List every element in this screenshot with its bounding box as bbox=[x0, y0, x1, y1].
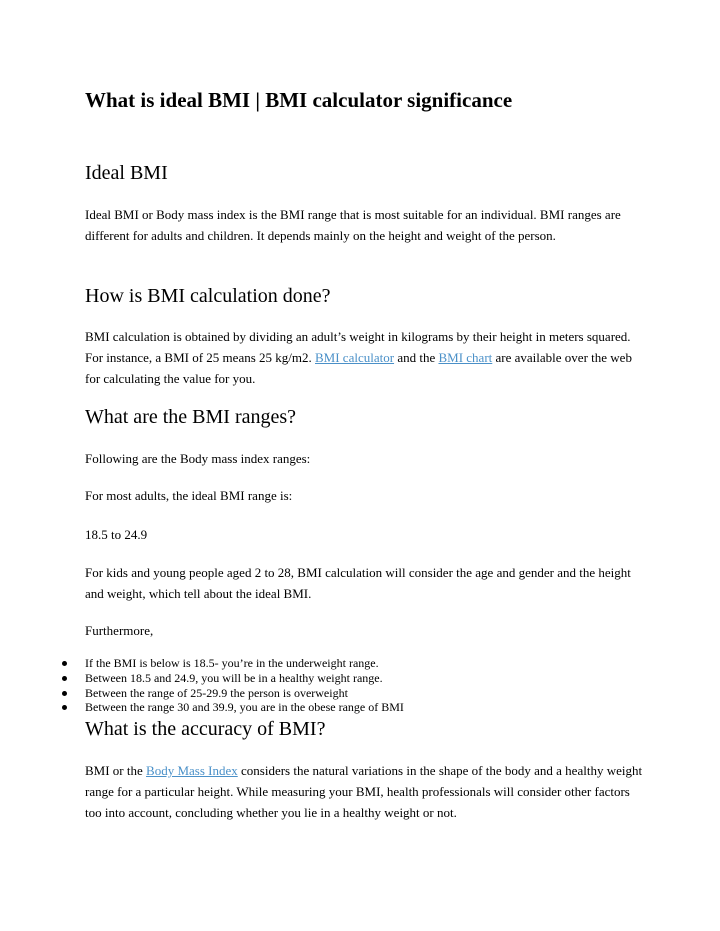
accuracy-text-after: considers the natural variations in the shape of the body and a healthy weight range for a particular height. While measuring your BMI, health professionals will consider other factors too into account, concluding whether you lie in a healthy weight or not. bbox=[85, 763, 643, 820]
heading-bmi-calculation: How is BMI calculation done? bbox=[85, 285, 331, 307]
bullet-icon bbox=[62, 691, 67, 696]
list-item: Between 18.5 and 24.9, you will be in a healthy weight range. bbox=[85, 671, 645, 686]
paragraph-ranges-intro: Following are the Body mass index ranges: bbox=[85, 451, 311, 466]
paragraph-bmi-calculation bbox=[85, 326, 645, 389]
bullet-icon bbox=[62, 661, 67, 666]
accuracy-text-before: BMI or the bbox=[85, 763, 147, 778]
calc-text-middle: and the bbox=[394, 350, 439, 365]
bmi-calculator-link[interactable]: BMI calculator bbox=[315, 350, 395, 365]
bullet-icon bbox=[62, 705, 67, 710]
calc-text-after: are available over the web for calculating the value for you. bbox=[85, 350, 632, 386]
bmi-chart-link[interactable]: BMI chart bbox=[438, 350, 493, 365]
calc-text-before: BMI calculation is obtained by dividing an adult’s weight in kilograms by their height in meters squared. For instance, a BMI of 25 means 25 kg/m2. bbox=[85, 329, 631, 365]
paragraph-bmi-accuracy bbox=[85, 760, 645, 823]
paragraph-kids-range: For kids and young people aged 2 to 28, BMI calculation will consider the age and gender and the height and weight, which tell about the ideal BMI. bbox=[85, 565, 631, 601]
paragraph-adults-range: For most adults, the ideal BMI range is: bbox=[85, 488, 293, 503]
paragraph-ideal-bmi: Ideal BMI or Body mass index is the BMI range that is most suitable for an individual. BMI ranges are different for adults and children. It depends mainly on the height and weight of the person. bbox=[85, 207, 621, 243]
ideal-range-value: 18.5 to 24.9 bbox=[85, 527, 148, 542]
heading-bmi-accuracy: What is the accuracy of BMI? bbox=[85, 718, 326, 740]
heading-ideal-bmi: Ideal BMI bbox=[85, 162, 168, 184]
list-item: If the BMI is below is 18.5- you’re in the underweight range. bbox=[85, 656, 645, 671]
page-title: What is ideal BMI | BMI calculator significance bbox=[85, 88, 513, 112]
body-mass-index-link[interactable]: Body Mass Index bbox=[146, 763, 238, 778]
list-item: Between the range 30 and 39.9, you are in the obese range of BMI bbox=[85, 700, 645, 715]
paragraph-furthermore: Furthermore, bbox=[85, 623, 154, 638]
list-item: Between the range of 25-29.9 the person is overweight bbox=[85, 686, 645, 701]
bmi-range-list bbox=[85, 656, 645, 715]
heading-bmi-ranges: What are the BMI ranges? bbox=[85, 406, 297, 428]
bullet-icon bbox=[62, 676, 67, 681]
